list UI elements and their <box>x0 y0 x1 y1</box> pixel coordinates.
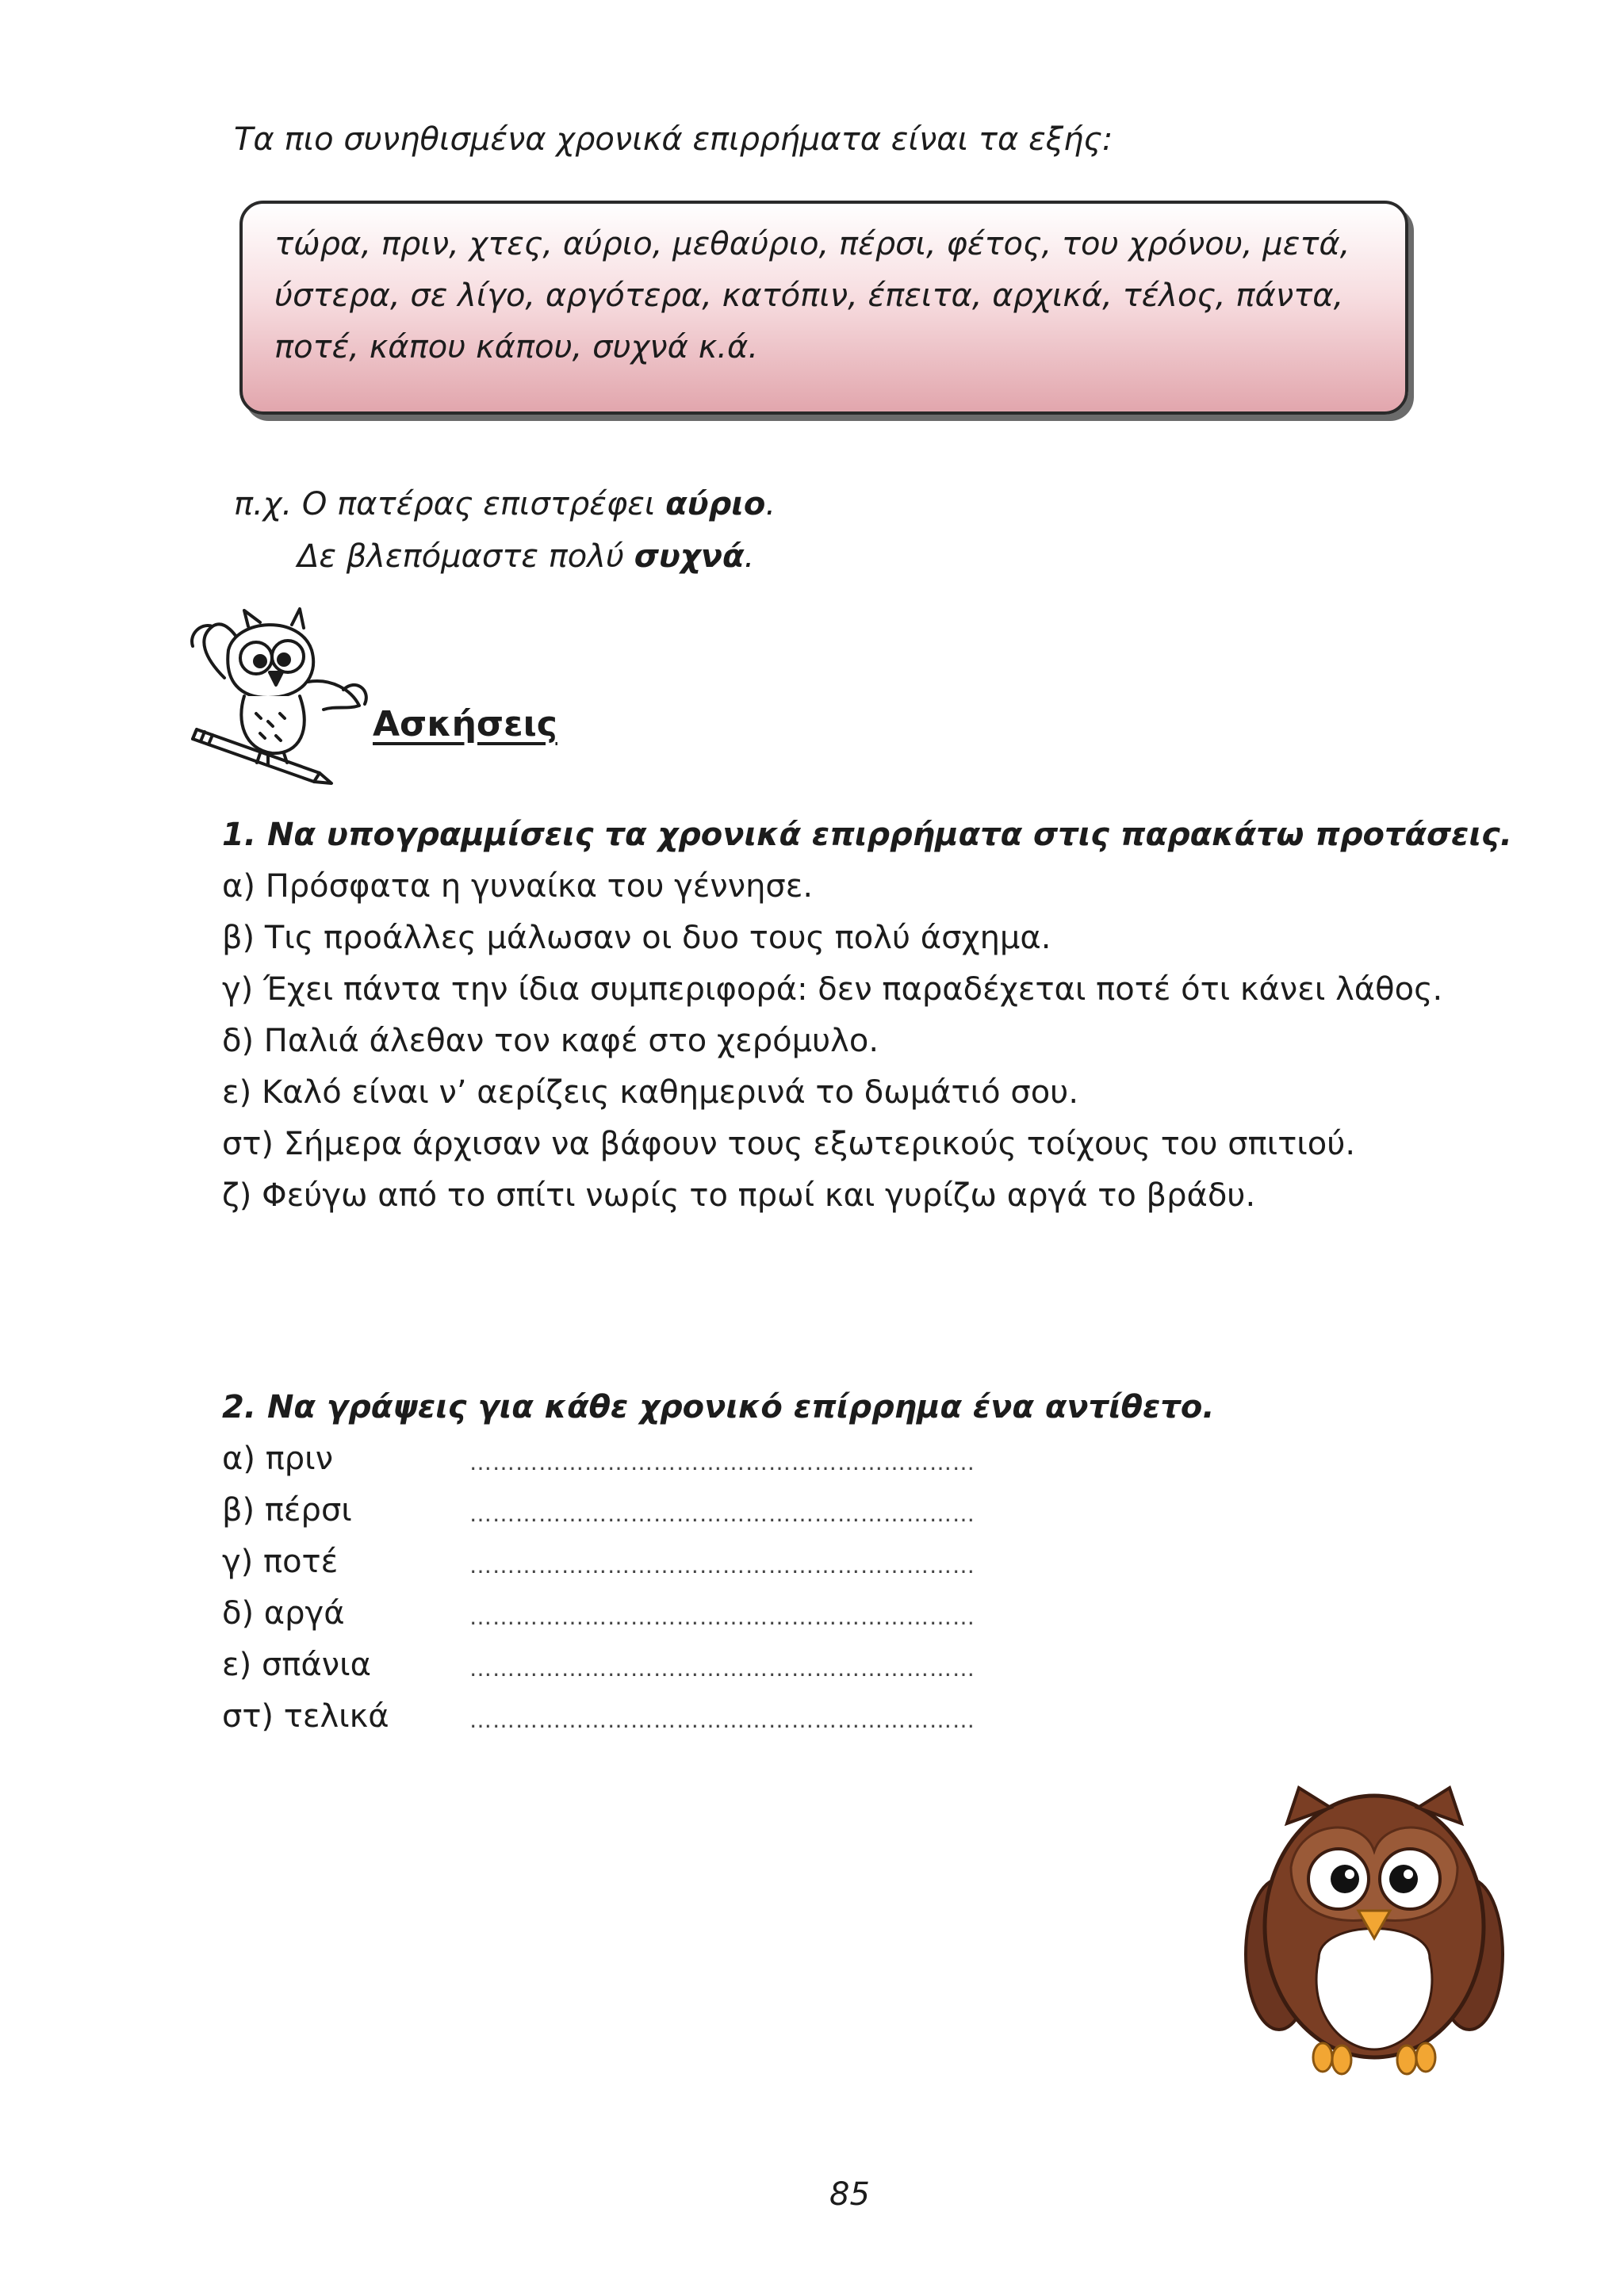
exercise-2-item-label: δ) αργά <box>222 1595 345 1632</box>
exercise-1-item: δ) Παλιά άλεθαν τον καφέ στο χερόμυλο. <box>222 1023 879 1059</box>
example-sentence <box>234 485 776 523</box>
adverb-list-box <box>239 201 1408 415</box>
example-text: Δε βλεπόμαστε πολύ <box>297 538 634 575</box>
intro-text: Τα πιο συνηθισμένα χρονικά επιρρήματα είναι τα εξής: <box>234 121 1113 158</box>
exercise-1-item: ε) Καλό είναι ν’ αερίζεις καθημερινά το δωμάτιό σου. <box>222 1074 1079 1111</box>
adverb-list-line: ποτέ, κάπου κάπου, συχνά κ.ά. <box>274 329 759 365</box>
exercise-2-item-label: ε) σπάνια <box>222 1647 371 1683</box>
example-highlight: συχνά <box>634 538 745 575</box>
exercise-1-item: α) Πρόσφατα η γυναίκα του γέννησε. <box>222 868 814 905</box>
owl-with-pencil-illustration <box>181 603 379 785</box>
exercise-2-question: 2. Να γράψεις για κάθε χρονικό επίρρημα ένα αντίθετο. <box>222 1389 1215 1425</box>
exercise-1-item: ζ) Φεύγω από το σπίτι νωρίς το πρωί και γυρίζω αργά το βράδυ. <box>222 1177 1256 1214</box>
answer-blank[interactable]: ………………………………………………………… <box>469 1449 975 1475</box>
answer-blank[interactable]: ………………………………………………………… <box>469 1707 975 1733</box>
example-sentence <box>297 538 754 576</box>
exercise-1-item: γ) Έχει πάντα την ίδια συμπεριφορά: δεν παραδέχεται ποτέ ότι κάνει λάθος. <box>222 971 1443 1008</box>
adverb-list-line: ύστερα, σε λίγο, αργότερα, κατόπιν, έπειτα, αρχικά, τέλος, πάντα, <box>274 277 1344 314</box>
answer-blank[interactable]: ………………………………………………………… <box>469 1501 975 1527</box>
answer-blank[interactable]: ………………………………………………………… <box>469 1552 975 1578</box>
example-text: π.χ. Ο πατέρας επιστρέφει <box>234 486 666 522</box>
owl-cartoon-illustration <box>1243 1776 1505 2077</box>
exercise-1-item: στ) Σήμερα άρχισαν να βάφουν τους εξωτερικούς τοίχους του σπιτιού. <box>222 1126 1356 1162</box>
example-highlight: αύριο <box>665 486 766 522</box>
example-text: . <box>765 486 776 522</box>
exercise-2-item-label: α) πριν <box>222 1441 334 1477</box>
exercises-heading: Ασκήσεις <box>373 704 557 744</box>
adverb-list-line: τώρα, πριν, χτες, αύριο, μεθαύριο, πέρσι, φέτος, του χρόνου, μετά, <box>274 226 1350 262</box>
answer-blank[interactable]: ………………………………………………………… <box>469 1655 975 1682</box>
exercise-1-question: 1. Να υπογραμμίσεις τα χρονικά επιρρήματα στις παρακάτω προτάσεις. <box>222 817 1512 853</box>
page-number: 85 <box>829 2176 870 2213</box>
exercise-1-item: β) Τις προάλλες μάλωσαν οι δυο τους πολύ άσχημα. <box>222 920 1051 956</box>
exercise-2-item-label: β) πέρσι <box>222 1492 352 1529</box>
example-text: . <box>744 538 755 575</box>
exercise-2-item-label: στ) τελικά <box>222 1698 389 1735</box>
answer-blank[interactable]: ………………………………………………………… <box>469 1604 975 1630</box>
exercise-2-item-label: γ) ποτέ <box>222 1544 339 1580</box>
